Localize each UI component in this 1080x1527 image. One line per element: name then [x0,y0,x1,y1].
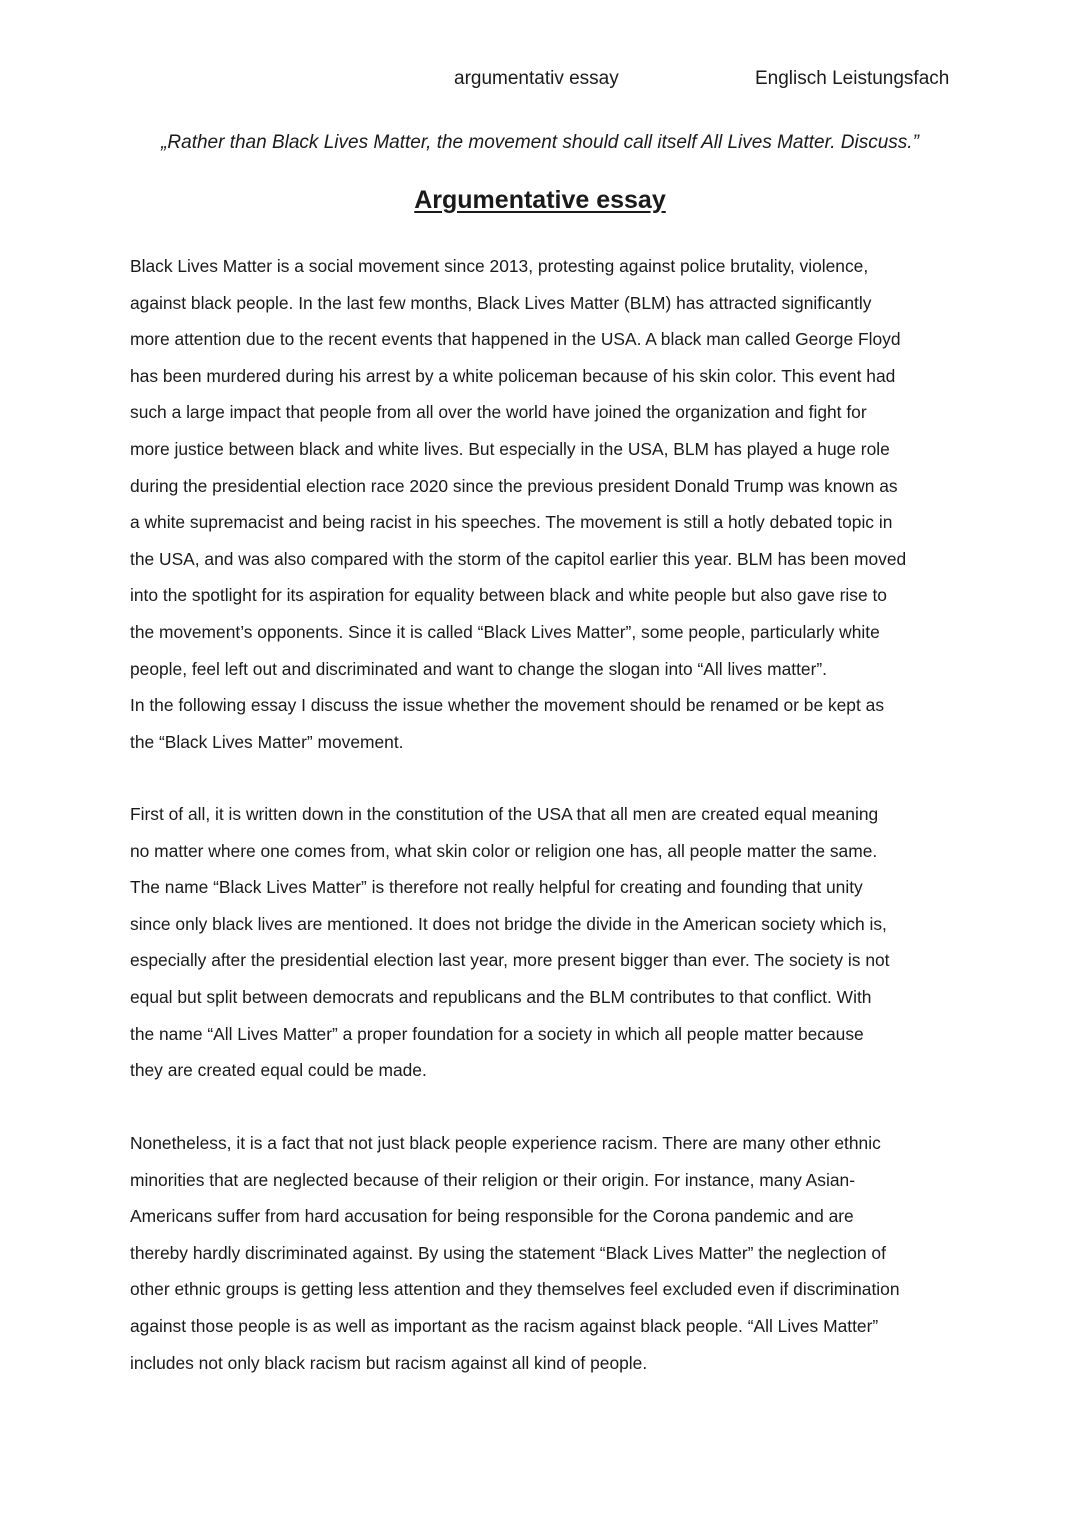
text-line: during the presidential election race 2020 since the previous president Donald Trump was known as [130,475,898,496]
text-line: into the spotlight for its aspiration for equality between black and white people but also gave rise to [130,585,887,606]
text-line: against black people. In the last few months, Black Lives Matter (BLM) has attracted significantly [130,292,872,313]
header-subject: Englisch Leistungsfach [755,68,950,89]
text-line: such a large impact that people from all over the world have joined the organization and fight for [130,402,867,423]
text-line: the name “All Lives Matter” a proper foundation for a society in which all people matter because [130,1023,864,1044]
text-line: more attention due to the recent events that happened in the USA. A black man called George Floyd [130,329,901,350]
paragraph-introduction [130,248,970,760]
text-line: the movement’s opponents. Since it is called “Black Lives Matter”, some people, particularly white [130,621,880,642]
text-line: more justice between black and white lives. But especially in the USA, BLM has played a huge role [130,438,890,459]
text-line: First of all, it is written down in the constitution of the USA that all men are created equal meaning [130,804,879,824]
text-line: a white supremacist and being racist in his speeches. The movement is still a hotly debated topic in [130,512,893,533]
page-title: Argumentative essay [414,186,666,214]
text-line: Nonetheless, it is a fact that not just black people experience racism. There are many other ethnic [130,1133,881,1153]
text-line: In the following essay I discuss the issue whether the movement should be renamed or be kept as [130,695,885,716]
text-line: equal but split between democrats and republicans and the BLM contributes to that conflict. With [130,986,872,1007]
text-line: they are created equal could be made. [130,1060,427,1081]
text-line: other ethnic groups is getting less attention and they themselves feel excluded even if discrimination [130,1279,900,1300]
paragraph-argument-2 [130,1125,970,1381]
text-line: no matter where one comes from, what skin color or religion one has, all people matter the same. [130,840,878,861]
text-line: Americans suffer from hard accusation for being responsible for the Corona pandemic and are [130,1206,854,1227]
essay-prompt: „Rather than Black Lives Matter, the movement should call itself All Lives Matter. Discuss.” [161,132,919,153]
text-line: especially after the presidential election last year, more present bigger than ever. The society is not [130,950,890,971]
paragraph-argument-1 [130,796,970,1089]
text-line: since only black lives are mentioned. It does not bridge the divide in the American society which is, [130,913,887,934]
text-line: against those people is as well as important as the racism against black people. “All Lives Matter” [130,1315,879,1336]
text-line: has been murdered during his arrest by a white policeman because of his skin color. This event had [130,365,896,386]
text-line: people, feel left out and discriminated and want to change the slogan into “All lives matter”. [130,658,827,679]
text-line: the USA, and was also compared with the storm of the capitol earlier this year. BLM has been moved [130,548,907,569]
text-line: Black Lives Matter is a social movement since 2013, protesting against police brutality, violence, [130,256,869,276]
text-line: the “Black Lives Matter” movement. [130,731,404,752]
text-line: thereby hardly discriminated against. By using the statement “Black Lives Matter” the neglection of [130,1242,886,1263]
text-line: includes not only black racism but racism against all kind of people. [130,1352,648,1373]
text-line: The name “Black Lives Matter” is therefore not really helpful for creating and founding that unity [130,877,863,898]
text-line: minorities that are neglected because of their religion or their origin. For instance, many Asian- [130,1169,855,1190]
header-course-type: argumentativ essay [454,68,619,89]
